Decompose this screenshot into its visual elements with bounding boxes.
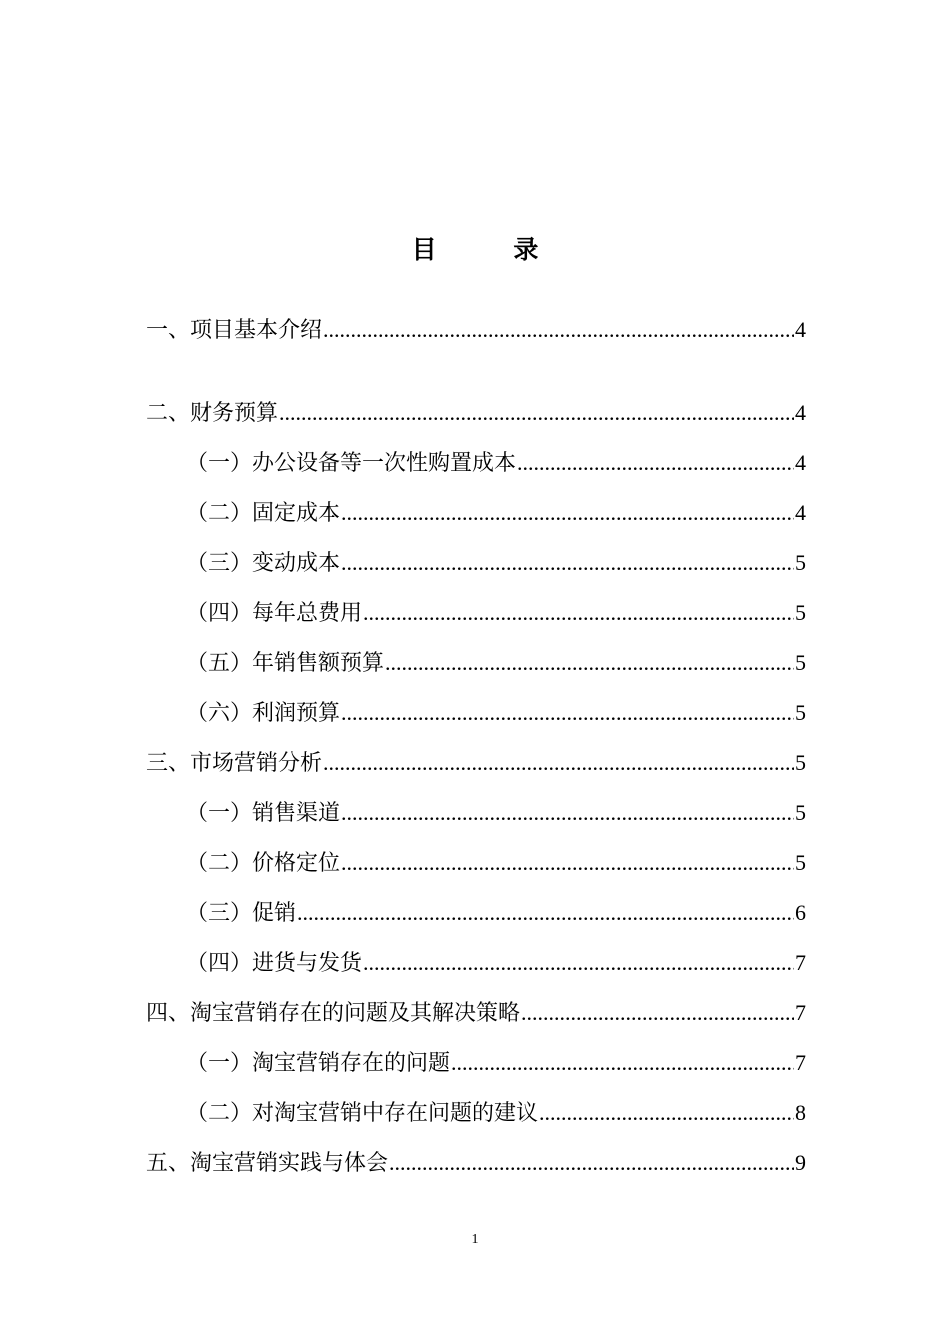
toc-dot-leader [297, 888, 794, 938]
toc-entry-label: （一）销售渠道 [186, 801, 341, 826]
toc-dot-leader [451, 1038, 794, 1088]
toc-title: 目 录 [411, 235, 573, 264]
toc-entry-page: 5 [795, 800, 806, 825]
toc-entry-label: 一、项目基本介绍 [146, 318, 323, 343]
toc-dot-leader [539, 1088, 794, 1138]
toc-entry[interactable] [146, 838, 806, 888]
toc-entry[interactable] [146, 688, 806, 738]
toc-entry-label: 三、市场营销分析 [146, 751, 323, 776]
toc-entry-label: （五）年销售额预算 [186, 651, 385, 676]
toc-entry-label: （一）办公设备等一次性购置成本 [186, 451, 517, 476]
toc-list [146, 305, 806, 1188]
toc-entry[interactable] [146, 1138, 806, 1188]
toc-entry[interactable] [146, 738, 806, 788]
toc-dot-leader [385, 638, 794, 688]
toc-entry-label: 五、淘宝营销实践与体会 [146, 1151, 389, 1176]
toc-entry-label: （六）利润预算 [186, 701, 341, 726]
toc-entry-page: 9 [795, 1150, 806, 1175]
toc-entry[interactable] [146, 305, 806, 355]
toc-entry-page: 8 [795, 1100, 806, 1125]
toc-entry-page: 5 [795, 600, 806, 625]
toc-entry-page: 7 [795, 1000, 806, 1025]
toc-dot-leader [341, 688, 794, 738]
toc-entry-page: 7 [795, 1050, 806, 1075]
toc-entry-page: 7 [795, 950, 806, 975]
toc-entry-page: 6 [795, 900, 806, 925]
toc-dot-leader [341, 838, 794, 888]
toc-entry[interactable] [146, 888, 806, 938]
toc-dot-leader [517, 438, 794, 488]
toc-dot-leader [341, 788, 794, 838]
toc-entry[interactable] [146, 638, 806, 688]
toc-dot-leader [279, 388, 794, 438]
toc-entry[interactable] [146, 488, 806, 538]
toc-entry-page: 4 [795, 400, 806, 425]
toc-entry-label: （四）每年总费用 [186, 601, 363, 626]
toc-entry-page: 5 [795, 750, 806, 775]
page-number: 1 [471, 1232, 479, 1247]
toc-entry-label: （三）变动成本 [186, 551, 341, 576]
toc-entry-label: 四、淘宝营销存在的问题及其解决策略 [146, 1001, 521, 1026]
toc-dot-leader [341, 538, 794, 588]
toc-entry[interactable] [146, 988, 806, 1038]
toc-entry[interactable] [146, 438, 806, 488]
toc-entry-label: 二、财务预算 [146, 401, 279, 426]
toc-entry[interactable] [146, 588, 806, 638]
toc-entry-label: （二）对淘宝营销中存在问题的建议 [186, 1101, 539, 1126]
toc-entry[interactable] [146, 1088, 806, 1138]
toc-entry[interactable] [146, 938, 806, 988]
toc-entry-page: 5 [795, 850, 806, 875]
toc-entry[interactable] [146, 788, 806, 838]
toc-entry[interactable] [146, 1038, 806, 1088]
toc-entry-page: 5 [795, 550, 806, 575]
toc-entry-label: （二）价格定位 [186, 851, 341, 876]
toc-entry[interactable] [146, 388, 806, 438]
toc-entry-page: 4 [795, 317, 806, 342]
toc-entry-page: 4 [795, 450, 806, 475]
toc-dot-leader [389, 1138, 794, 1188]
toc-entry[interactable] [146, 538, 806, 588]
toc-entry-label: （二）固定成本 [186, 501, 341, 526]
toc-entry-page: 5 [795, 650, 806, 675]
toc-dot-leader [323, 738, 794, 788]
toc-entry-page: 5 [795, 700, 806, 725]
toc-entry-label: （四）进货与发货 [186, 951, 363, 976]
toc-entry-page: 4 [795, 500, 806, 525]
toc-entry-label: （三）促销 [186, 901, 297, 926]
toc-entry-label: （一）淘宝营销存在的问题 [186, 1051, 451, 1076]
toc-dot-leader [323, 305, 794, 355]
toc-dot-leader [521, 988, 794, 1038]
toc-dot-leader [363, 938, 794, 988]
toc-dot-leader [341, 488, 794, 538]
toc-dot-leader [363, 588, 794, 638]
